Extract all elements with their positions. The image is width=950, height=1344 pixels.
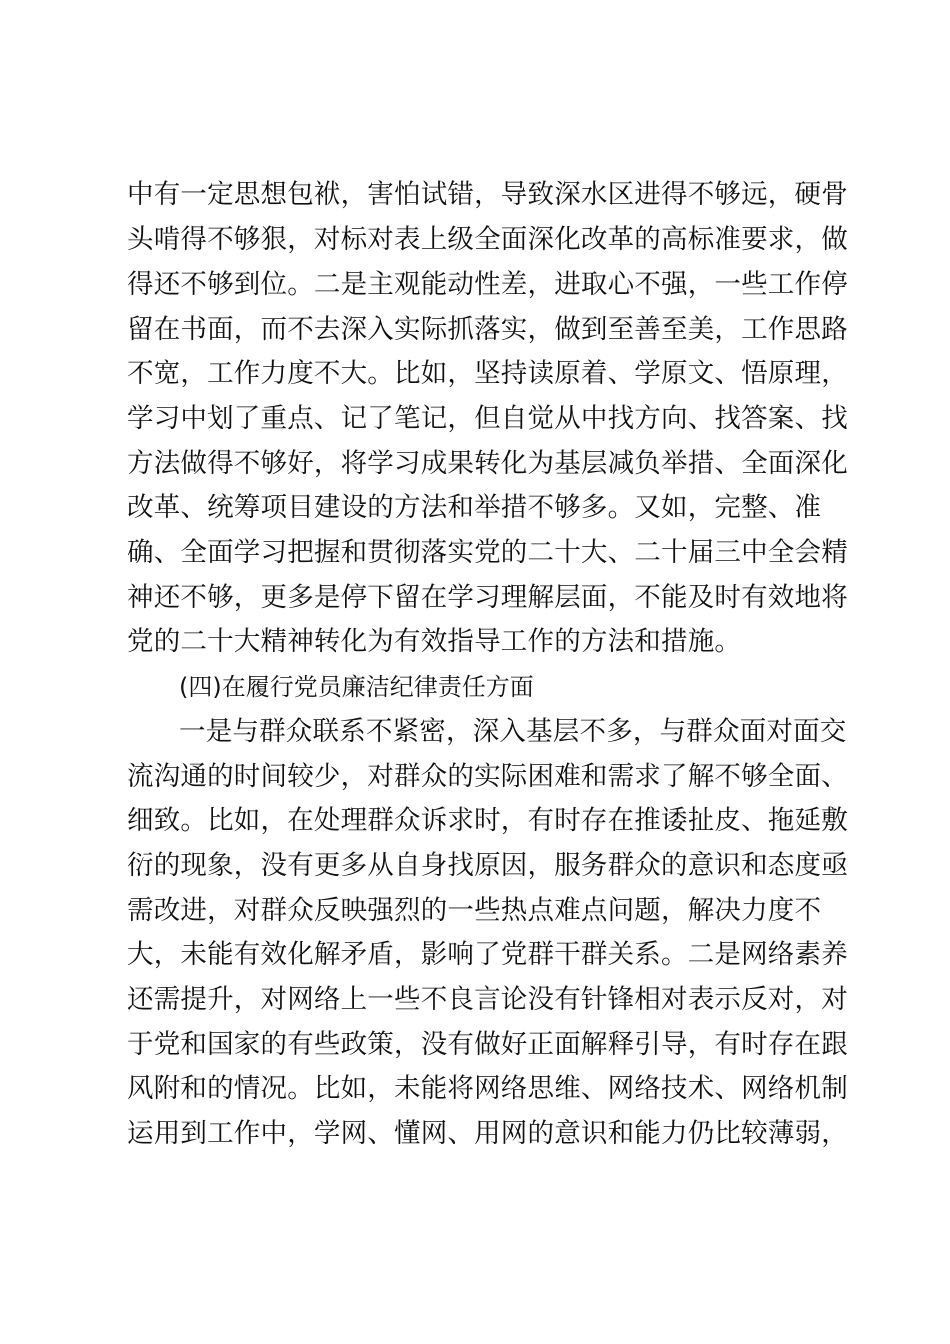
text-line: 不宽，工作力度不大。比如，坚持读原着、学原文、悟原理， — [127, 358, 848, 389]
text-line: 衍的现象，没有更多从自身找原因，服务群众的意识和态度亟 — [127, 850, 848, 881]
text-line: 改革、统筹项目建设的方法和举措不够多。又如，完整、准 — [127, 492, 822, 523]
text-line: 确、全面学习把握和贯彻落实党的二十大、二十届三中全会精 — [127, 537, 848, 568]
text-line: 风附和的情况。比如，未能将网络思维、网络技术、网络机制 — [127, 1073, 848, 1104]
text-line: 大，未能有效化解矛盾，影响了党群干群关系。二是网络素养 — [127, 939, 848, 970]
paragraph-first-line: 一是与群众联系不紧密，深入基层不多，与群众面对面交 — [179, 716, 847, 747]
section-heading: (四)在履行党员廉洁纪律责任方面 — [179, 673, 534, 701]
text-line: 党的二十大精神转化为有效指导工作的方法和措施。 — [127, 626, 742, 657]
text-line: 方法做得不够好，将学习成果转化为基层减负举措、全面深化 — [127, 448, 848, 479]
text-line: 学习中划了重点、记了笔记，但自觉从中找方向、找答案、找 — [127, 403, 848, 434]
text-line: 细致。比如，在处理群众诉求时，有时存在推诿扯皮、拖延敷 — [127, 805, 848, 836]
text-line: 于党和国家的有些政策，没有做好正面解释引导，有时存在跟 — [127, 1029, 848, 1060]
text-line: 得还不够到位。二是主观能动性差，进取心不强，一些工作停 — [127, 269, 848, 300]
text-line: 神还不够，更多是停下留在学习理解层面，不能及时有效地将 — [127, 582, 848, 613]
text-line: 中有一定思想包袱，害怕试错，导致深水区进得不够远，硬骨 — [127, 179, 848, 210]
text-line: 留在书面，而不去深入实际抓落实，做到至善至美，工作思路 — [127, 314, 848, 345]
text-line: 运用到工作中，学网、懂网、用网的意识和能力仍比较薄弱， — [127, 1118, 848, 1149]
text-line: 头啃得不够狠，对标对表上级全面深化改革的高标准要求，做 — [127, 224, 848, 255]
text-line: 需改进，对群众反映强烈的一些热点难点问题，解决力度不 — [127, 895, 822, 926]
text-line: 流沟通的时间较少，对群众的实际困难和需求了解不够全面、 — [127, 761, 848, 792]
text-line: 还需提升，对网络上一些不良言论没有针锋相对表示反对，对 — [127, 984, 848, 1015]
